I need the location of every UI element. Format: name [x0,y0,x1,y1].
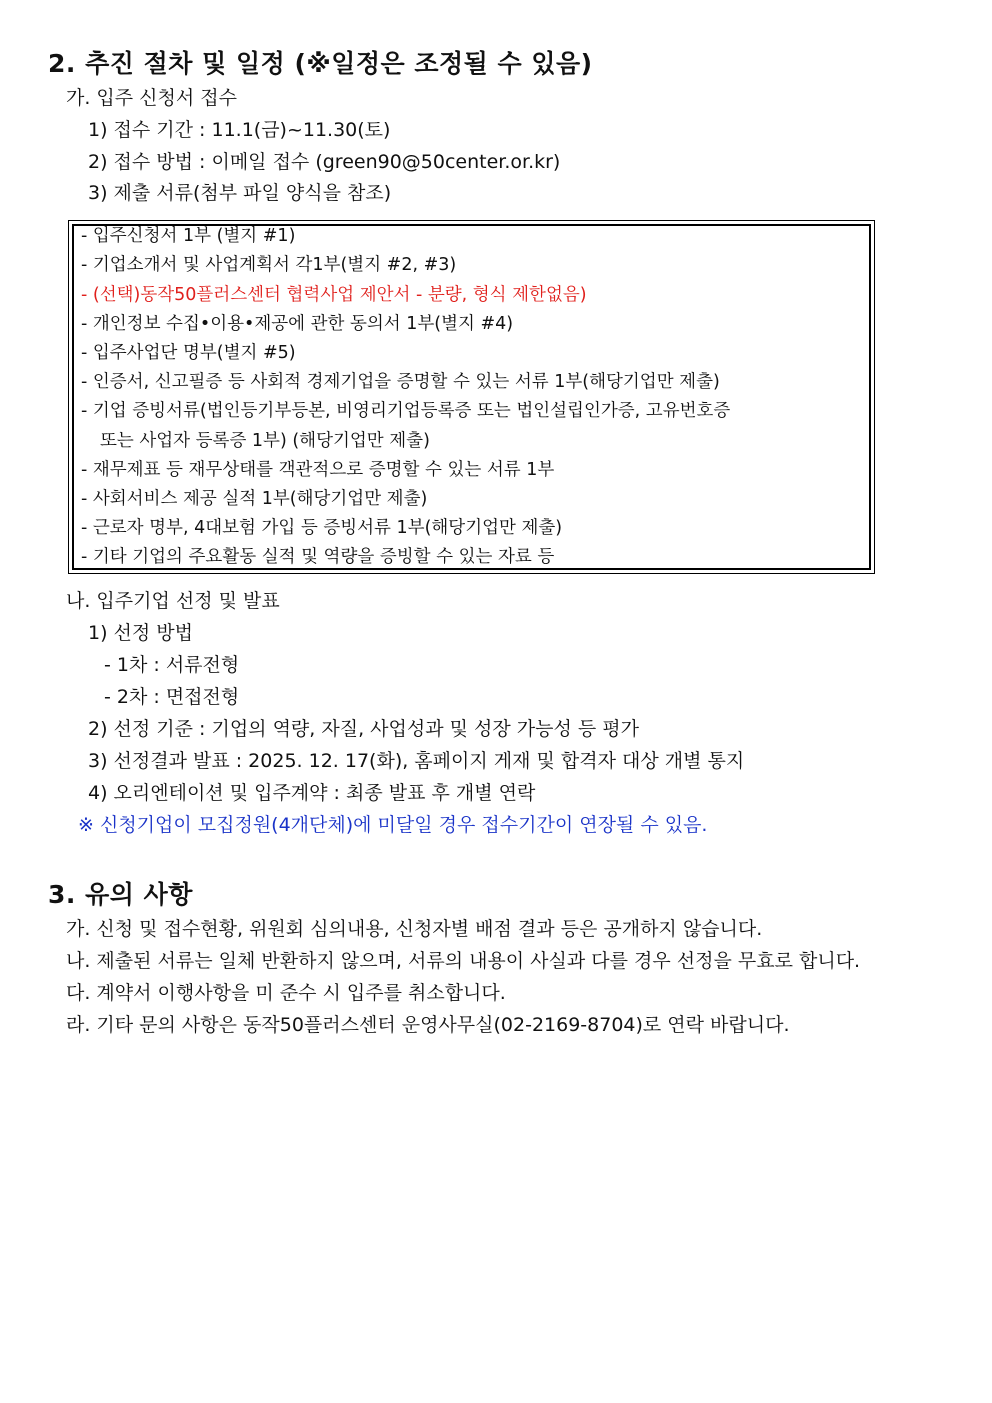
document-item: - 근로자 명부, 4대보험 가입 등 증빙서류 1부(해당기업만 제출) [81,518,563,538]
document-item: - 재무제표 등 재무상태를 객관적으로 증명할 수 있는 서류 1부 [81,460,555,480]
document-item: - 기타 기업의 주요활동 실적 및 역량을 증빙할 수 있는 자료 등 [81,547,555,567]
document-item-continuation: 또는 사업자 등록증 1부) (해당기업만 제출) [100,431,430,451]
caution-item: 나. 제출된 서류는 일체 반환하지 않으며, 서류의 내용이 사실과 다를 경우 선정을 무효로 합니다. [66,950,861,972]
subsection-na-title: 나. 입주기업 선정 및 발표 [66,590,280,612]
na-criteria: 2) 선정 기준 : 기업의 역량, 자질, 사업성과 및 성장 가능성 등 평가 [88,718,639,740]
section2-heading: 2. 추진 절차 및 일정 (※일정은 조정될 수 있음) [48,49,593,78]
document-item: - 입주사업단 명부(별지 #5) [81,343,296,363]
subsection-ga-title: 가. 입주 신청서 접수 [66,87,237,109]
na-method-step-2: - 2차 : 면접전형 [104,686,240,708]
caution-item: 라. 기타 문의 사항은 동작50플러스센터 운영사무실(02-2169-8704)로 연락 바랍니다. [66,1014,790,1036]
document-item: - 입주신청서 1부 (별지 #1) [81,226,296,246]
document-item: - 인증서, 신고필증 등 사회적 경제기업을 증명할 수 있는 서류 1부(해당기업만 제출) [81,372,720,392]
ga-item-method: 2) 접수 방법 : 이메일 접수 (green90@50center.or.kr) [88,151,561,173]
na-announcement: 3) 선정결과 발표 : 2025. 12. 17(화), 홈페이지 게재 및 합격자 대상 개별 통지 [88,750,745,772]
na-orientation: 4) 오리엔테이션 및 입주계약 : 최종 발표 후 개별 연락 [88,782,536,804]
section3-heading: 3. 유의 사항 [48,880,193,909]
caution-item: 가. 신청 및 접수현황, 위원회 심의내용, 신청자별 배점 결과 등은 공개하지 않습니다. [66,918,763,940]
document-item-optional: - (선택)동작50플러스센터 협력사업 제안서 - 분량, 형식 제한없음) [81,285,587,305]
document-item: - 개인정보 수집•이용•제공에 관한 동의서 1부(별지 #4) [81,314,514,334]
ga-item-period: 1) 접수 기간 : 11.1(금)~11.30(토) [88,119,391,141]
extension-note: ※ 신청기업이 모집정원(4개단체)에 미달일 경우 접수기간이 연장될 수 있음. [78,814,708,836]
document-item: - 사회서비스 제공 실적 1부(해당기업만 제출) [81,489,428,509]
document-item: - 기업 증빙서류(법인등기부등본, 비영리기업등록증 또는 법인설립인가증, 고유번호증 [81,401,731,421]
caution-item: 다. 계약서 이행사항을 미 준수 시 입주를 취소합니다. [66,982,506,1004]
ga-item-documents: 3) 제출 서류(첨부 파일 양식을 참조) [88,182,392,204]
na-method-title: 1) 선정 방법 [88,622,193,644]
na-method-step-1: - 1차 : 서류전형 [104,654,240,676]
document-item: - 기업소개서 및 사업계획서 각1부(별지 #2, #3) [81,255,457,275]
